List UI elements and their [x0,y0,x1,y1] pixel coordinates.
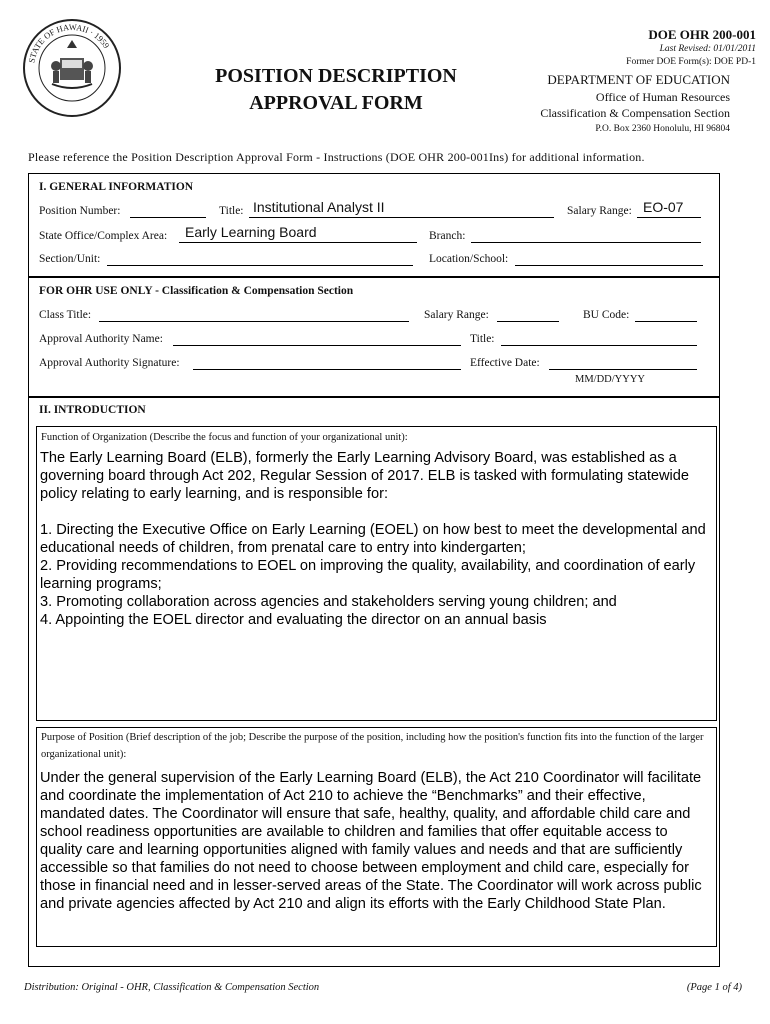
state-seal [22,18,122,118]
salary-range-field[interactable] [637,217,701,218]
address: P.O. Box 2360 Honolulu, HI 96804 [595,124,730,134]
function-item-4: 4. Appointing the EOEL director and evaluating the director on an annual basis [40,612,547,628]
state-office-field[interactable] [179,242,417,243]
state-office-value: Early Learning Board [185,224,317,240]
section-unit-label: Section/Unit: [39,253,101,265]
approval-signature-label: Approval Authority Signature: [39,357,180,369]
function-of-organization-box[interactable] [36,426,717,721]
form-title-line1: POSITION DESCRIPTION [215,65,457,87]
office-name: Office of Human Resources [595,90,730,104]
effective-date-label: Effective Date: [470,357,540,369]
location-school-field[interactable] [515,265,703,266]
state-office-label: State Office/Complex Area: [39,230,168,242]
department-name: DEPARTMENT OF EDUCATION [547,72,730,87]
distribution-label: Distribution: [24,982,79,993]
form-title-line2: APPROVAL FORM [249,92,423,114]
approval-title-label: Title: [470,333,495,345]
form-number: DOE OHR 200-001 [648,27,756,42]
branch-field[interactable] [471,242,701,243]
date-format-hint: MM/DD/YYYY [575,374,646,385]
distribution-note [24,982,319,993]
title-value: Institutional Analyst II [253,199,385,215]
function-item-3: 3. Promoting collaboration across agencies and stakeholders serving young children; and [40,594,617,610]
instructions-note: Please reference the Position Description Approval Form - Instructions (DOE OHR 200-001Ins) for additional information. [28,150,645,164]
last-revised: Last Revised: 01/01/2011 [659,44,756,54]
bu-code-field[interactable] [635,321,697,322]
effective-date-field[interactable] [549,369,697,370]
approval-signature-field[interactable] [193,369,461,370]
position-number-label: Position Number: [39,205,121,217]
title-label: Title: [219,205,244,217]
approval-name-field[interactable] [173,345,461,346]
former-forms: Former DOE Form(s): DOE PD-1 [626,57,756,67]
salary-range-label: Salary Range: [567,205,632,217]
introduction-heading: II. INTRODUCTION [39,404,146,416]
branch-label: Branch: [429,230,466,242]
section-unit-field[interactable] [107,265,413,266]
purpose-of-position-text: Under the general supervision of the Early Learning Board (ELB), the Act 210 Coordinator will facilitate and coordinate the implementation of Act 210 to achieve the “Benchmarks” and their effective, mandated dates. The Coordinator will ensure that safe, healthy, quality, and affordable child care and school readiness opportunities are available to children and families that offer equitable access to quality care and learning opportunities aligned with family values and needs and that are sufficiently accessible so that families do not need to choose between employment and child care, especially for those in financial need and in lesser-served areas of the State. The Coordinator will work across public and private agencies affected by Act 210 and align its efforts with the Early Childhood State Plan. [40,770,702,912]
ohr-use-only-box [28,277,720,397]
class-title-label: Class Title: [39,309,92,321]
general-information-box [28,173,720,277]
distribution-text: Original - OHR, Classification & Compensation Section [81,982,320,993]
general-information-heading: I. GENERAL INFORMATION [39,181,194,193]
page-number: (Page 1 of 4) [686,982,742,993]
position-number-field[interactable] [130,217,206,218]
location-school-label: Location/School: [429,253,509,265]
ohr-salary-range-label: Salary Range: [424,309,489,321]
title-field[interactable] [249,217,554,218]
function-of-organization-text [40,449,712,629]
class-title-field[interactable] [99,321,409,322]
ohr-salary-range-field[interactable] [497,321,559,322]
approval-name-label: Approval Authority Name: [39,333,163,345]
seal-text: STATE OF HAWAII · 1959 [26,21,112,64]
purpose-of-position-box[interactable] [36,727,717,947]
bu-code-label: BU Code: [583,309,630,321]
function-intro-paragraph: The Early Learning Board (ELB), formerly the Early Learning Advisory Board, was established as a governing board through Act 202, Regular Session of 2017. ELB is tasked with formulating statewide policy relating to early learning, and is responsible for: [40,450,690,502]
function-of-organization-label: Function of Organization (Describe the focus and function of your organizational unit): [41,432,408,443]
approval-title-field[interactable] [501,345,697,346]
purpose-of-position-label: Purpose of Position (Brief description of the job; Describe the purpose of the position, including how the position's function fits into the function of the larger organizational unit): [41,732,704,760]
function-item-2: 2. Providing recommendations to EOEL on improving the quality, availability, and coordination of early learning programs; [40,558,696,592]
ohr-use-only-heading: FOR OHR USE ONLY - Classification & Compensation Section [39,285,354,297]
salary-range-value: EO-07 [643,199,684,215]
section-name: Classification & Compensation Section [540,106,730,120]
function-item-1: 1. Directing the Executive Office on Early Learning (EOEL) on how best to meet the developmental and educational needs of children, from prenatal care to entry into kindergarten; [40,522,706,556]
